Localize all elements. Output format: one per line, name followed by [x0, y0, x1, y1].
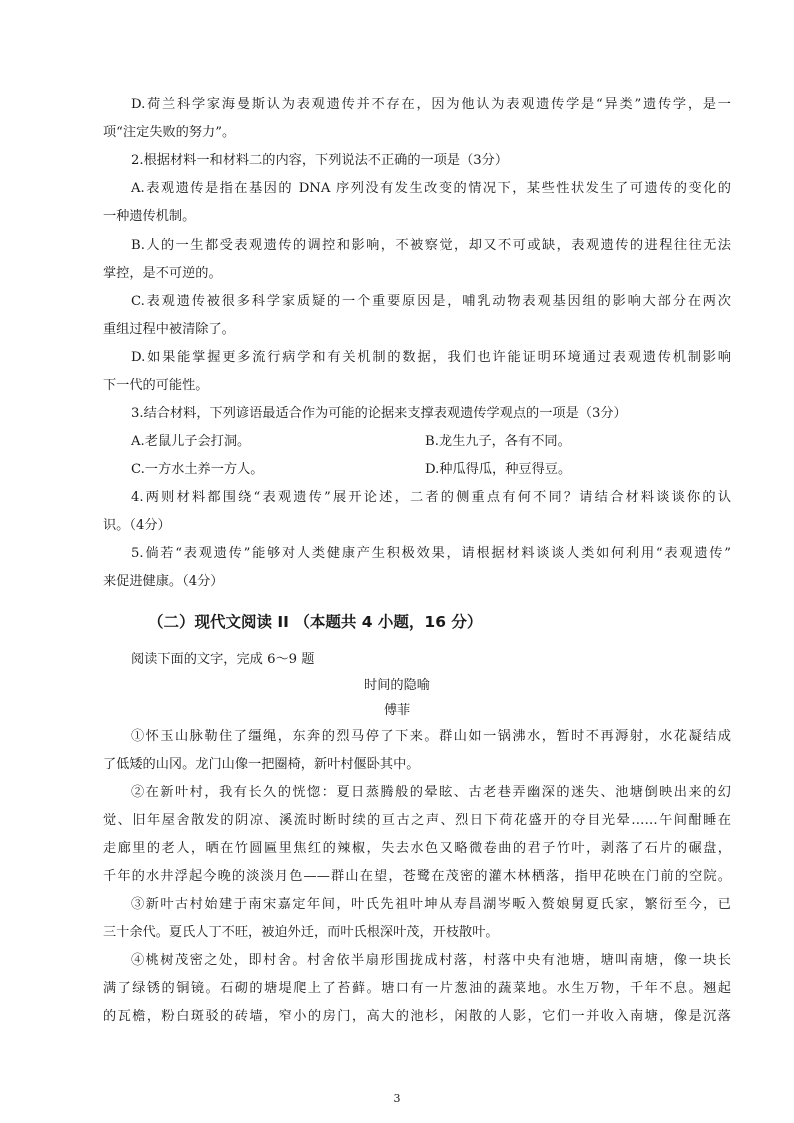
paragraph-4-line-2: 满了绿锈的铜镜。石砌的塘堤爬上了苔藓。塘口有一片葱油的蔬菜地。水生万物，千年不息。翘起 — [103, 981, 731, 996]
q2-option-c-line-1: C.表观遗传被很多科学家质疑的一个重要原因是，哺乳动物表观基因组的影响大部分在两次 — [131, 294, 731, 309]
reading-instruction: 阅读下面的文字，完成 6～9 题 — [131, 652, 315, 667]
paragraph-1-line-2: 了低矮的山冈。龙门山像一把圈椅，新叶村偃卧其中。 — [103, 757, 420, 772]
q4-line-1: 4.两则材料都围绕“表观遗传”展开论述，二者的侧重点有何不同？请结合材料谈谈你的认 — [131, 490, 731, 505]
q3-options-row-2 — [0, 461, 794, 479]
page-number: 3 — [393, 1092, 401, 1105]
q2-option-a-line-1: A.表观遗传是指在基因的 DNA 序列没有发生改变的情况下，某些性状发生了可遗传的变化的 — [131, 181, 731, 196]
paragraph-2-line-2: 觉、旧年屋舍散发的阴凉、溪流时断时续的亘古之声、烈日下荷花盛开的夺目光晕……午间酣睡在 — [103, 813, 731, 828]
q3-option-b: B.龙生九子，各有不同。 — [425, 434, 571, 449]
q2-option-d-line-2: 下一代的可能性。 — [103, 378, 209, 393]
q3-option-a: A.老鼠儿子会打洞。 — [131, 434, 251, 449]
section-title: （二）现代文阅读 II （本题共 4 小题，16 分） — [148, 613, 483, 631]
paragraph-1-line-1: ①怀玉山脉勒住了缰绳，东奔的烈马停了下来。群山如一锅沸水，暂时不再溽射，水花凝结成 — [131, 729, 731, 744]
q3-option-c: C.一方水土养一方人。 — [131, 462, 264, 477]
paragraph-3-line-2: 三十余代。夏氏人丁不旺，被迫外迁，而叶氏根深叶茂，开枝散叶。 — [103, 925, 499, 940]
article-title: 时间的隐喻 — [364, 678, 430, 693]
article-author: 傅菲 — [383, 703, 411, 718]
paragraph-2-line-3: 走廊里的老人，晒在竹圆匾里焦红的辣椒，失去水色又略微卷曲的君子竹叶，剥落了石片的碾盘， — [103, 841, 731, 856]
q2-option-b-line-2: 掌控，是不可逆的。 — [103, 266, 222, 281]
q3-options-row-1 — [0, 433, 794, 451]
q2-option-d-line-1: D.如果能掌握更多流行病学和有关机制的数据，我们也许能证明环境通过表观遗传机制影响 — [131, 350, 731, 365]
q4-line-2: 识。（4分） — [103, 518, 171, 533]
q3-stem: 3.结合材料，下列谚语最适合作为可能的论据来支撑表观遗传学观点的一项是（3分） — [131, 406, 627, 421]
q2-option-b-line-1: B.人的一生都受表观遗传的调控和影响，不被察觉，却又不可或缺，表观遗传的进程往往无法 — [131, 238, 731, 253]
q1-option-d-line-2: 项“注定失败的努力”。 — [103, 125, 236, 140]
q2-option-a-line-2: 一种遗传机制。 — [103, 209, 196, 224]
q5-line-2: 来促进健康。（4分） — [103, 574, 224, 589]
q1-option-d-line-1: D.荷兰科学家海曼斯认为表观遗传并不存在，因为他认为表观遗传学是“异类”遗传学，是一 — [131, 97, 731, 112]
q5-line-1: 5.倘若“表观遗传”能够对人类健康产生积极效果，请根据材料谈谈人类如何利用“表观遗传” — [131, 546, 731, 561]
q2-stem: 2.根据材料一和材料二的内容，下列说法不正确的一项是（3分） — [131, 153, 509, 168]
paragraph-3-line-1: ③新叶古村始建于南宋嘉定年间，叶氏先祖叶坤从寿昌湖岑畈入赘娘舅夏氏家，繁衍至今，已 — [131, 897, 731, 912]
q2-option-c-line-2: 重组过程中被清除了。 — [103, 322, 235, 337]
q3-option-d: D.种瓜得瓜，种豆得豆。 — [425, 462, 572, 477]
paragraph-2-line-4: 千年的水井浮起今晚的淡淡月色——群山在望，苍鹭在茂密的灌木林栖落，指甲花映在门前的空院。 — [103, 869, 731, 884]
paragraph-4-line-3: 的瓦檐，粉白斑驳的砖墙，窄小的房门，高大的池杉，闲散的人影，它们一并收入南塘，像是沉落 — [103, 1009, 731, 1024]
paragraph-4-line-1: ④桃树茂密之处，即村舍。村舍依半扇形围拢成村落，村落中央有池塘，塘叫南塘，像一块长 — [131, 953, 731, 968]
paragraph-2-line-1: ②在新叶村，我有长久的恍惚：夏日蒸腾般的晕眩、古老巷弄幽深的迷失、池塘倒映出来的幻 — [131, 785, 731, 800]
